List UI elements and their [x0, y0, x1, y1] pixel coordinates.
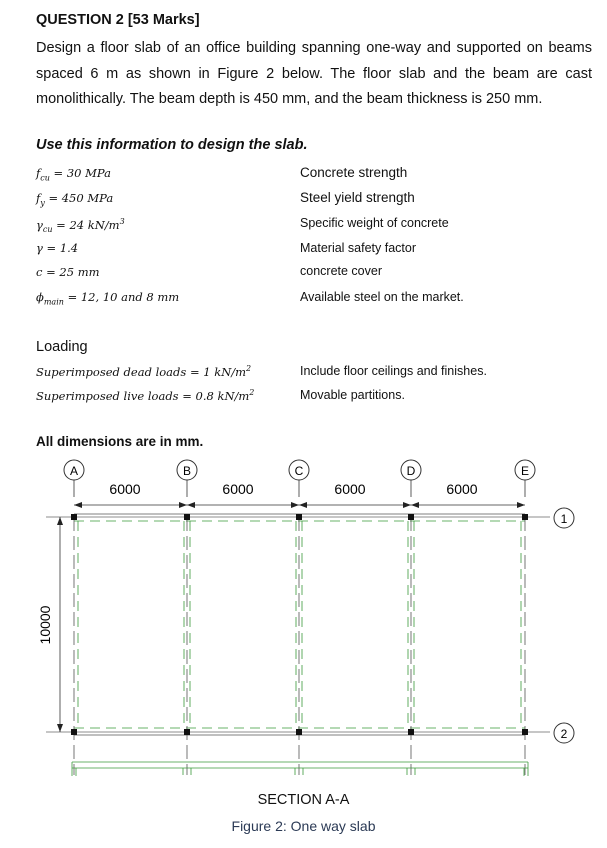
span-label-cd: 6000 [334, 481, 366, 497]
vertical-dimension [57, 517, 63, 732]
load-dead-desc: Include floor ceilings and finishes. [300, 364, 487, 378]
svg-text:2: 2 [560, 727, 568, 741]
param-cover: c = 25 mm [36, 265, 100, 279]
svg-text:D: D [406, 464, 416, 478]
horizontal-dimension [74, 502, 525, 508]
beam-e [521, 517, 525, 775]
grid-bubble-c [289, 460, 309, 497]
param-gamma-desc: Material safety factor [300, 241, 417, 255]
param-phi-main-desc: Available steel on the market. [300, 290, 464, 304]
intro-paragraph: Design a floor slab of an office building spanning one-way and supported on beams spaced 6 m as shown in Figure 2 below. The floor slab and the beam are cast monolithically. The beam depth is 450 mm, and the beam thickness is 250 mm. [36, 40, 592, 107]
grid-bubble-a [64, 460, 84, 497]
question-title: QUESTION 2 [53 Marks] [36, 12, 200, 28]
load-live: Superimposed live loads = 0.8 $kN/m^2$ [36, 388, 255, 403]
beam-b [184, 517, 190, 775]
grid-bubble-1 [554, 508, 574, 528]
svg-text:A: A [69, 464, 79, 478]
grid-bubble-d [401, 460, 421, 497]
param-gamma-cu: $\gamma_{cu} = 24$ $kN/m^3$ [36, 217, 125, 235]
param-fcu-desc: Concrete strength [300, 165, 408, 180]
param-fy-desc: Steel yield strength [300, 190, 415, 205]
svg-text:C: C [294, 464, 304, 478]
use-heading: Use this information to design the slab. [36, 137, 308, 153]
grid-bubble-e [515, 460, 535, 497]
loading-heading: Loading [36, 339, 88, 355]
dimensions-note: All dimensions are in mm. [36, 434, 204, 449]
grid-bubble-b [177, 460, 197, 497]
span-label-bc: 6000 [222, 481, 254, 497]
columns [71, 514, 528, 735]
grid-bubble-2 [554, 723, 574, 743]
param-gamma: γ = 1.4 [36, 241, 79, 255]
vertical-dim-label: 10000 [37, 605, 53, 645]
param-fcu: $f_{cu} = 30$ MPa [36, 166, 111, 183]
section-a-a-sketch [72, 762, 528, 776]
param-phi-main: $\phi_{main} = 12$, 10 and 8 mm [36, 290, 180, 307]
beam-c [296, 517, 302, 775]
load-dead: Superimposed dead loads = 1 $kN/m^2$ [36, 364, 252, 379]
load-live-desc: Movable partitions. [300, 388, 405, 402]
figure-caption: Figure 2: One way slab [231, 818, 376, 834]
span-label-de: 6000 [446, 481, 478, 497]
param-cover-desc: concrete cover [300, 264, 382, 278]
svg-text:B: B [182, 464, 192, 478]
param-fy: $f_y = 450$ MPa [36, 191, 114, 208]
svg-text:1: 1 [560, 512, 568, 526]
beam-d [408, 517, 414, 775]
param-gamma-cu-desc: Specific weight of concrete [300, 216, 449, 230]
beam-a [74, 517, 78, 775]
section-label: SECTION A-A [257, 792, 350, 808]
svg-text:E: E [520, 464, 530, 478]
span-label-ab: 6000 [109, 481, 141, 497]
